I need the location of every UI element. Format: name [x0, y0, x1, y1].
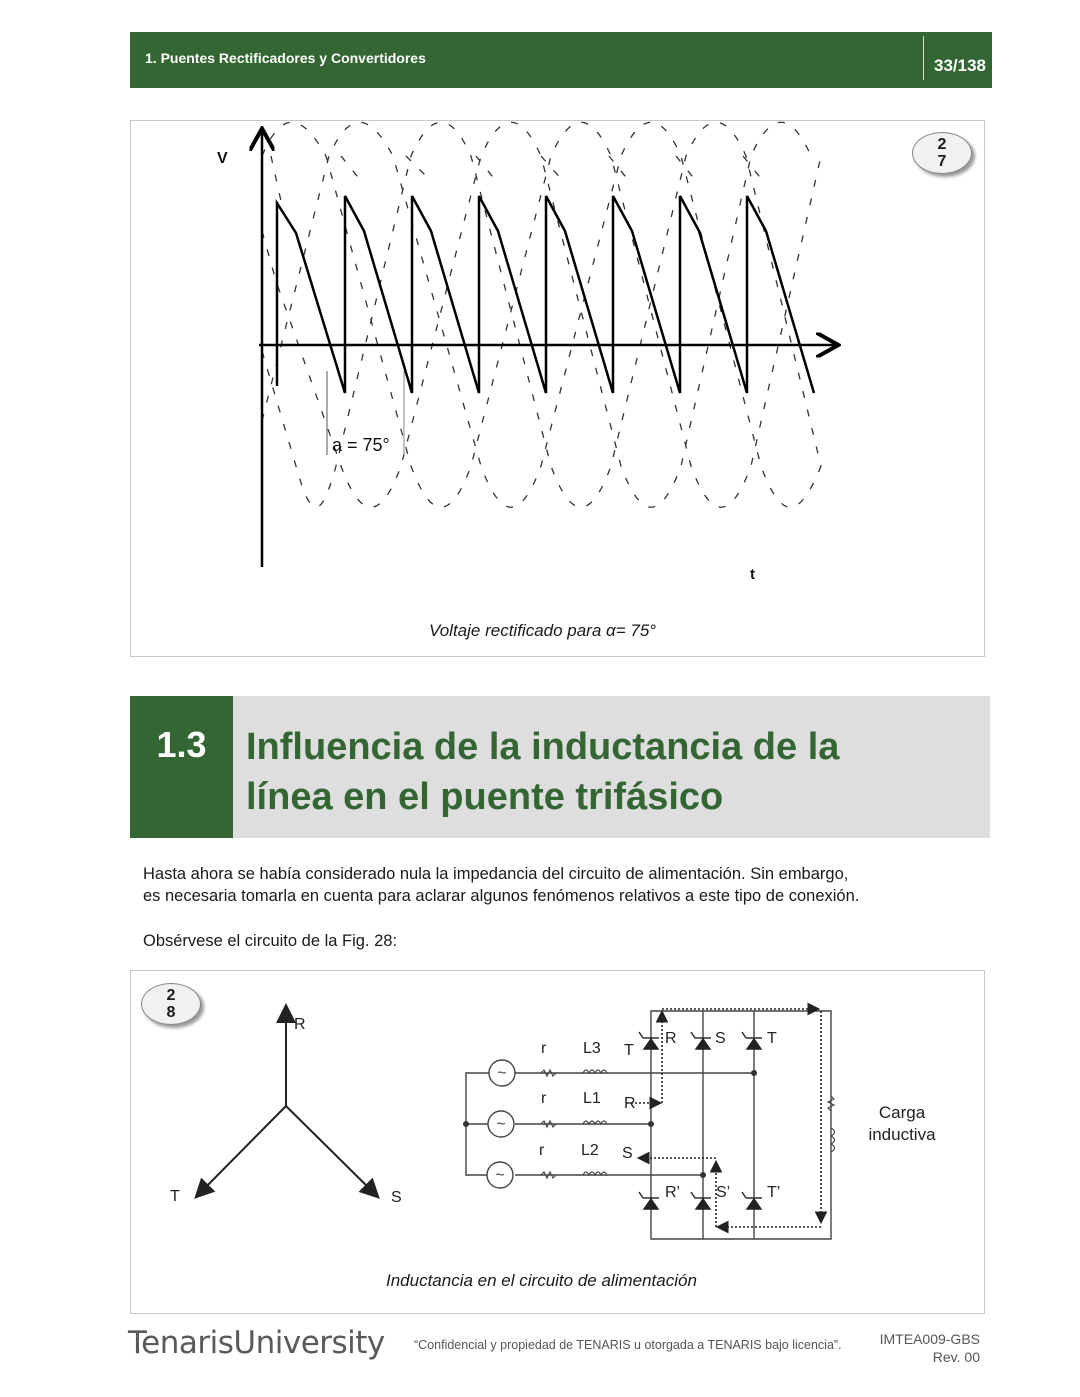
phasor-diagram: [197, 1007, 377, 1196]
load-label: inductiva: [868, 1125, 936, 1144]
resistor-label: r: [539, 1142, 545, 1159]
line-label: T: [624, 1042, 634, 1059]
document-code: IMTEA009-GBS Rev. 00: [879, 1331, 980, 1365]
thyristor-label: T: [767, 1030, 777, 1047]
phasor-label-s: S: [391, 1189, 402, 1206]
svg-text:~: ~: [495, 1167, 505, 1184]
thyristor-label: S: [715, 1030, 726, 1047]
figure-number-badge: 2 7: [912, 132, 972, 174]
brand-logo: TenarisUniversity: [128, 1325, 385, 1361]
svg-text:~: ~: [497, 1065, 507, 1082]
thyristor-label: R’: [665, 1184, 681, 1201]
circuit-diagram: [131, 971, 986, 1315]
inductor-label: L3: [583, 1040, 601, 1057]
header-divider: [923, 36, 924, 80]
body-paragraph-2: Obsérvese el circuito de la Fig. 28:: [143, 932, 398, 950]
rectified-voltage-chart: [131, 121, 986, 658]
figure-28: [130, 970, 985, 1314]
confidential-notice: “Confidencial y propiedad de TENARIS u otorgada a TENARIS bajo licencia”.: [414, 1338, 842, 1352]
figure-number-badge: 2 8: [141, 983, 201, 1025]
x-axis-label: t: [750, 566, 755, 583]
inductor-label: L1: [583, 1090, 601, 1107]
rectified-waveform: [277, 196, 814, 393]
resistor-label: r: [541, 1090, 547, 1107]
inductor-label: L2: [581, 1142, 599, 1159]
load-label: Carga: [878, 1103, 926, 1122]
thyristor-label: S’: [716, 1184, 731, 1201]
line-label: R: [624, 1095, 636, 1112]
thyristor-label: R: [665, 1030, 677, 1047]
svg-text:~: ~: [496, 1116, 506, 1133]
section-title: Influencia de la inductancia de la línea en el puente trifásico: [246, 726, 840, 818]
body-paragraph-1: Hasta ahora se había considerado nula la impedancia del circuito de alimentación. Sin embargo, es necesaria tomarla en cuenta para aclarar algunos fenómenos relativos a este tipo de conexión.: [143, 865, 860, 905]
line-label: S: [622, 1145, 633, 1162]
phasor-label-r: R: [294, 1016, 306, 1033]
figure-caption: Voltaje rectificado para α= 75°: [429, 621, 657, 640]
figure-caption: Inductancia en el circuito de alimentación: [386, 1271, 697, 1290]
section-heading: [130, 696, 990, 838]
header-bar: [130, 32, 992, 88]
resistor-label: r: [541, 1040, 547, 1057]
page-indicator: 33/138: [934, 56, 986, 75]
section-number: 1.3: [156, 724, 207, 765]
thyristor-icons: [639, 1032, 762, 1209]
angle-annotation: a = 75°: [332, 435, 390, 455]
y-axis-label: V: [217, 150, 228, 167]
chapter-title: 1. Puentes Rectificadores y Convertidores: [145, 50, 426, 66]
section-number-box: [130, 696, 233, 838]
phasor-label-t: T: [170, 1188, 180, 1205]
thyristor-label: T’: [767, 1184, 781, 1201]
figure-27: [130, 120, 985, 657]
